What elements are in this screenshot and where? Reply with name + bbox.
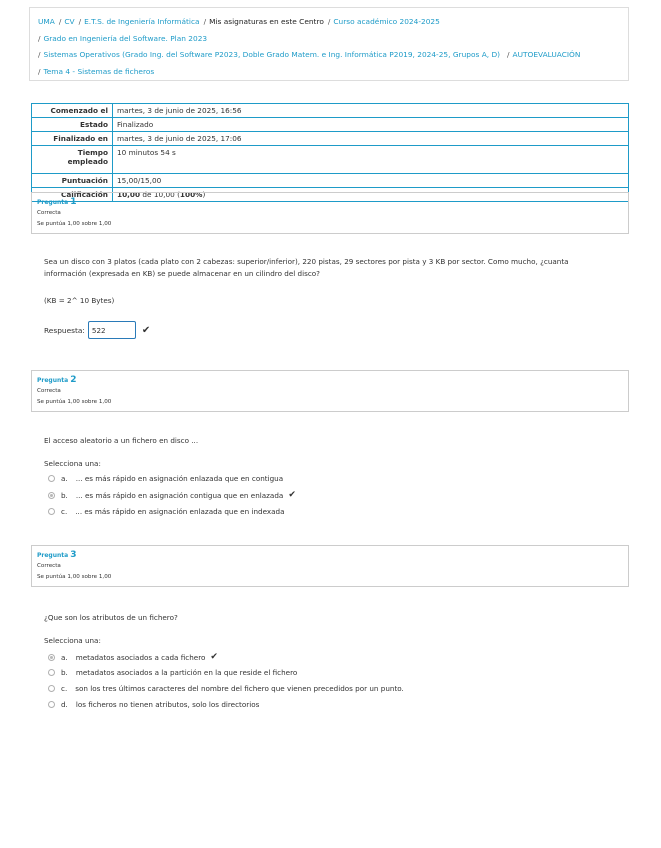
question-status: Correcta: [37, 210, 61, 216]
option-letter: d.: [61, 700, 68, 709]
check-icon: ✔: [210, 652, 218, 662]
option-letter: a.: [61, 474, 68, 483]
breadcrumb-tema-link[interactable]: Tema 4 - Sistemas de ficheros: [43, 66, 155, 76]
summary-label: Tiempo empleado: [32, 146, 113, 174]
question-number-value: 1: [70, 197, 77, 207]
summary-label: Puntuación: [32, 174, 113, 188]
breadcrumb-separator: /: [78, 17, 82, 26]
option-letter: c.: [61, 684, 68, 693]
breadcrumb-autoevaluacion-link[interactable]: AUTOEVALUACIÓN: [512, 50, 581, 59]
grade-score: 10,00: [117, 190, 141, 199]
summary-row-finalizado: [32, 132, 629, 146]
check-icon: ✔: [288, 490, 296, 500]
summary-label: Comenzado el: [32, 104, 113, 118]
breadcrumb-separator: /: [58, 17, 62, 26]
question-text-2: El acceso aleatorio a un fichero en disco ...: [44, 436, 199, 445]
summary-row-tiempo: [32, 146, 629, 174]
option-text: los ficheros no tienen atributos, solo los directorios: [75, 700, 260, 709]
breadcrumb-separator: /: [38, 33, 41, 43]
question-label: Pregunta: [37, 552, 69, 559]
question-text-3: ¿Que son los atributos de un fichero?: [44, 613, 178, 622]
breadcrumb-line-1: [38, 14, 620, 31]
option-text: ... es más rápido en asignación contigua que en enlazada: [75, 490, 284, 500]
option-text: ... es más rápido en asignación enlazada que en contigua: [75, 474, 284, 483]
summary-label: Finalizado en: [32, 132, 113, 146]
question-number: [37, 197, 623, 208]
breadcrumb-asignatura-link[interactable]: Sistemas Operativos (Grado Ing. del Software P2023, Doble Grado Matem. e Ing. Informática P2019, 2024-25, Grupos A, D): [43, 50, 501, 59]
breadcrumb-separator: /: [327, 17, 331, 26]
summary-value: 15,00/15,00: [113, 174, 629, 188]
option-b[interactable]: [48, 668, 297, 677]
question-number-value: 2: [70, 375, 77, 385]
question-score: Se puntúa 1,00 sobre 1,00: [37, 399, 112, 405]
question-note-1: (KB = 2^ 10 Bytes): [44, 296, 115, 305]
radio-button-selected[interactable]: [48, 654, 55, 661]
breadcrumb-curso-link[interactable]: Curso académico 2024-2025: [333, 17, 440, 26]
radio-button[interactable]: [48, 685, 55, 692]
question-label: Pregunta: [37, 377, 69, 384]
breadcrumb-line-4: [38, 64, 620, 81]
option-letter: b.: [61, 490, 68, 500]
option-letter: c.: [61, 507, 68, 516]
breadcrumb-uma-link[interactable]: UMA: [38, 17, 55, 26]
option-letter: b.: [61, 668, 68, 677]
breadcrumb-line-3: [38, 47, 620, 64]
option-c[interactable]: [48, 507, 284, 516]
radio-button[interactable]: [48, 508, 55, 515]
summary-value: martes, 3 de junio de 2025, 17:06: [113, 132, 629, 146]
question-info-1: [31, 192, 629, 234]
select-prompt: Selecciona una:: [44, 636, 101, 645]
question-score: Se puntúa 1,00 sobre 1,00: [37, 221, 112, 227]
grade-percent: 100%: [179, 190, 203, 199]
answer-row: [44, 321, 150, 339]
summary-row-comenzado: [32, 104, 629, 118]
question-number: [37, 550, 623, 561]
summary-value: Finalizado: [113, 118, 629, 132]
radio-button[interactable]: [48, 475, 55, 482]
breadcrumb-separator: /: [38, 50, 41, 59]
breadcrumb-separator: /: [203, 17, 207, 26]
breadcrumb-ets-link[interactable]: E.T.S. de Ingeniería Informática: [84, 17, 200, 26]
grade-mid: de 10,00 (: [140, 190, 180, 199]
breadcrumb-line-2: [38, 31, 620, 48]
question-text-1: Sea un disco con 3 platos (cada plato con 2 cabezas: superior/inferior), 220 pistas, 29 sectores por pista y 3 KB por sector. Como mucho, ¿cuanta información (expresada en KB) se puede almacenar en un cilindro del disco?: [44, 257, 569, 278]
question-info-2: [31, 370, 629, 412]
option-text: son los tres últimos caracteres del nombre del fichero que vienen precedidos por un punto.: [75, 684, 404, 693]
question-info-3: [31, 545, 629, 587]
option-b[interactable]: [48, 490, 296, 500]
radio-button[interactable]: [48, 701, 55, 708]
option-text: ... es más rápido en asignación enlazada que en indexada: [75, 507, 285, 516]
grade-end: ): [202, 190, 206, 199]
radio-button[interactable]: [48, 669, 55, 676]
question-label: Pregunta: [37, 199, 69, 206]
breadcrumb-separator: /: [38, 66, 41, 76]
summary-value: 10 minutos 54 s: [113, 146, 629, 174]
summary-label: Estado: [32, 118, 113, 132]
radio-button-selected[interactable]: [48, 492, 55, 499]
summary-row-estado: [32, 118, 629, 132]
question-score: Se puntúa 1,00 sobre 1,00: [37, 574, 112, 580]
select-prompt: Selecciona una:: [44, 459, 101, 468]
question-number-value: 3: [70, 550, 77, 560]
option-text: metadatos asociados a cada fichero: [75, 652, 206, 662]
question-status: Correcta: [37, 563, 61, 569]
question-number: [37, 375, 623, 386]
question-status: Correcta: [37, 388, 61, 394]
breadcrumb-separator: /: [507, 50, 510, 59]
option-c[interactable]: [48, 684, 404, 693]
summary-label: Calificación: [32, 188, 113, 202]
answer-label: Respuesta:: [44, 325, 85, 335]
breadcrumb-grado-link[interactable]: Grado en Ingeniería del Software. Plan 2023: [43, 33, 208, 43]
breadcrumb-cv-link[interactable]: CV: [64, 17, 75, 26]
option-letter: a.: [61, 652, 68, 662]
attempt-summary-table: [31, 103, 629, 202]
summary-value: martes, 3 de junio de 2025, 16:56: [113, 104, 629, 118]
option-a[interactable]: [48, 474, 283, 483]
option-d[interactable]: [48, 700, 259, 709]
option-a[interactable]: [48, 652, 218, 662]
check-icon: ✔: [141, 324, 151, 336]
summary-row-puntuacion: [32, 174, 629, 188]
breadcrumb-mis-asignaturas[interactable]: Mis asignaturas en este Centro: [209, 17, 324, 26]
answer-input[interactable]: 522: [88, 321, 136, 339]
breadcrumb: [29, 7, 629, 81]
option-text: metadatos asociados a la partición en la que reside el fichero: [75, 668, 298, 677]
